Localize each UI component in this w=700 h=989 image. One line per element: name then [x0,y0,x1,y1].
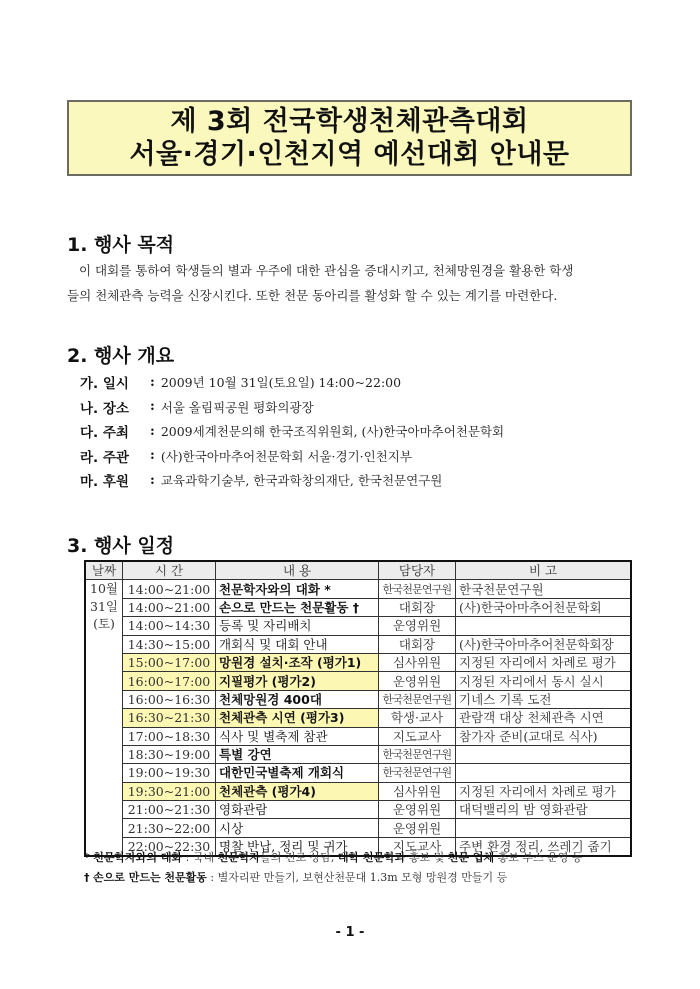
purpose-line-2: 들의 천체관측 능력을 신장시킨다. 또한 천문 동아리를 활성화 할 수 있는 계기를 마련한다. [67,288,558,303]
page-number: - 1 - [335,925,365,940]
title-line-2: 서울·경기·인천지역 예선대회 안내문 [129,139,570,170]
overview-item-sponsor: 마. 후원 : 교육과학기술부, 한국과학창의재단, 한국천문연구원 [80,468,504,493]
owner-cell: 한국천문연구원 [379,580,456,598]
note-cell: 주변 환경 정리, 쓰레기 줍기 [456,837,632,856]
table-row [85,801,631,819]
footnotes [84,848,583,888]
footnote-mark: † [84,871,90,884]
owner-cell: 대회장 [379,635,456,653]
footnote-item: † 손으로 만드는 천문활동 : 별자리판 만들기, 보현산천문대 1.3m 모형 망원경 만들기 등 [84,871,508,884]
content-cell: 개회식 및 대회 안내 [216,635,379,653]
note-cell [456,819,632,837]
table-row [85,635,631,653]
content-cell: 영화관람 [216,801,379,819]
title-line-1: 제 3회 전국학생천체관측대회 [170,106,529,137]
note-cell: (사)한국아마추어천문학회 [456,598,632,616]
overview-label: 다. 주최 [80,425,129,442]
note-cell: 기네스 기록 도전 [456,690,632,708]
owner-cell: 한국천문연구원 [379,745,456,763]
time-cell: 19:30~21:00 [123,782,216,800]
time-cell: 16:00~17:00 [123,672,216,690]
header-time: 시 간 [123,561,216,580]
overview-label: 나. 장소 [80,400,129,417]
date-line: 10월 [90,581,118,597]
overview-item-date: 가. 일시 : 2009년 10월 31일(토요일) 14:00~22:00 [80,370,504,395]
time-cell: 22:00~22:30 [123,837,216,856]
owner-cell: 한국천문연구원 [379,690,456,708]
note-cell: 지정된 자리에서 동시 실시 [456,672,632,690]
table-row [85,727,631,745]
time-cell: 14:00~21:00 [123,598,216,616]
owner-cell: 운영위원 [379,801,456,819]
overview-item-place: 나. 장소 : 서울 올림픽공원 평화의광장 [80,395,504,420]
section-heading-schedule: 3. 행사 일정 [67,535,175,557]
table-row [85,745,631,763]
note-cell: (사)한국아마추어천문학회장 [456,635,632,653]
overview-value: 2009세계천문의해 한국조직위원회, (사)한국아마추어천문학회 [160,424,505,440]
content-cell: 명찰 반납, 정리 및 귀가 [216,837,379,856]
footnote-mark: * [84,851,90,864]
date-line: 31일 [90,598,118,614]
owner-cell: 지도교사 [379,837,456,856]
overview-value: (사)한국아마추어천문학회 서울·경기·인천지부 [160,448,412,464]
content-cell: 대한민국별축제 개회식 [216,764,379,782]
table-row [85,617,631,635]
owner-cell: 지도교사 [379,727,456,745]
content-cell: 지필평가 (평가2) [216,672,379,690]
footnote-text: 대학 천문학과 [337,851,406,864]
time-cell: 16:30~21:30 [123,709,216,727]
owner-cell: 학생·교사 [379,709,456,727]
header-content: 내 용 [216,561,379,580]
footnote-text: 홍보 부스 운영 등 [494,851,583,864]
table-row [85,782,631,800]
overview-label: 마. 후원 [80,474,129,491]
footnote-text: 국내 [192,851,218,864]
footnote-text: 천문 업체 [447,851,495,864]
content-cell: 천체관측 (평가4) [216,782,379,800]
content-cell: 시상 [216,819,379,837]
content-cell: 식사 및 별축제 참관 [216,727,379,745]
note-cell: 지정된 자리에서 차례로 평가 [456,653,632,671]
time-cell: 16:00~16:30 [123,690,216,708]
table-row [85,690,631,708]
section-heading-overview: 2. 행사 개요 [67,345,175,367]
footnote-term: 손으로 만드는 천문활동 [93,871,207,884]
table-row [85,672,631,690]
purpose-paragraph [67,258,647,308]
owner-cell: 대회장 [379,598,456,616]
header-date: 날짜 [85,561,123,580]
owner-cell: 한국천문연구원 [379,764,456,782]
owner-cell: 운영위원 [379,617,456,635]
owner-cell: 운영위원 [379,819,456,837]
footnote-text: 천문학자 [217,851,261,864]
time-cell: 21:30~22:00 [123,819,216,837]
table-row [85,653,631,671]
table-row [85,764,631,782]
content-cell: 천체망원경 400대 [216,690,379,708]
time-cell: 14:00~14:30 [123,617,216,635]
table-row [85,819,631,837]
schedule-table [84,560,632,857]
table-row [85,580,631,598]
time-cell: 14:30~15:00 [123,635,216,653]
overview-item-organizer: 라. 주관 : (사)한국아마추어천문학회 서울·경기·인천지부 [80,444,504,469]
time-cell: 17:00~18:30 [123,727,216,745]
owner-cell: 심사위원 [379,653,456,671]
overview-value: 서울 올림픽공원 평화의광장 [160,399,314,415]
purpose-line-1: 이 대회를 통하여 학생들의 별과 우주에 대한 관심을 증대시키고, 천체망원경을 활용한 학생 [79,263,574,278]
owner-cell: 심사위원 [379,782,456,800]
title-box [67,100,632,176]
overview-item-host: 다. 주최 : 2009세계천문의해 한국조직위원회, (사)한국아마추어천문학회 [80,419,504,444]
table-row [85,709,631,727]
content-cell: 특별 강연 [216,745,379,763]
header-note: 비 고 [456,561,632,580]
footnote-text: 들의 진로 상담, [260,851,338,864]
time-cell: 19:00~19:30 [123,764,216,782]
note-cell [456,745,632,763]
time-cell: 18:30~19:00 [123,745,216,763]
overview-value: 2009년 10월 31일(토요일) 14:00~22:00 [160,375,402,391]
note-cell [456,617,632,635]
overview-value: 교육과학기술부, 한국과학창의재단, 한국천문연구원 [160,473,443,489]
note-cell: 한국천문연구원 [456,580,632,598]
time-cell: 15:00~17:00 [123,653,216,671]
overview-list [80,370,504,493]
footnote-text: 홍보 및 [405,851,448,864]
overview-label: 가. 일시 [80,376,129,393]
content-cell: 천체관측 시연 (평가3) [216,709,379,727]
table-header-row [85,561,631,580]
owner-cell: 운영위원 [379,672,456,690]
content-cell: 손으로 만드는 천문활동 † [216,598,379,616]
content-cell: 등록 및 자리배치 [216,617,379,635]
table-row [85,598,631,616]
note-cell: 지정된 자리에서 차례로 평가 [456,782,632,800]
header-owner: 담당자 [379,561,456,580]
time-cell: 21:00~21:30 [123,801,216,819]
note-cell: 관람객 대상 천체관측 시연 [456,709,632,727]
content-cell: 망원경 설치·조작 (평가1) [216,653,379,671]
note-cell [456,764,632,782]
time-cell: 14:00~21:00 [123,580,216,598]
footnote-term: 천문학자와의 대화 [93,851,183,864]
note-cell: 참가자 준비(교대로 식사) [456,727,632,745]
overview-label: 라. 주관 [80,449,129,466]
content-cell: 천문학자와의 대화 * [216,580,379,598]
date-cell [85,580,123,856]
date-line: (토) [93,616,115,632]
section-heading-purpose: 1. 행사 목적 [67,234,175,256]
note-cell: 대덕밸리의 밤 영화관람 [456,801,632,819]
footnote-item: * 천문학자와의 대화 : 국내 천문학자들의 진로 상담, 대학 천문학과 홍보 및 천문 업체 홍보 부스 운영 등 [84,851,583,864]
footnote-text: 별자리판 만들기, 보현산천문대 1.3m 모형 망원경 만들기 등 [217,871,508,884]
